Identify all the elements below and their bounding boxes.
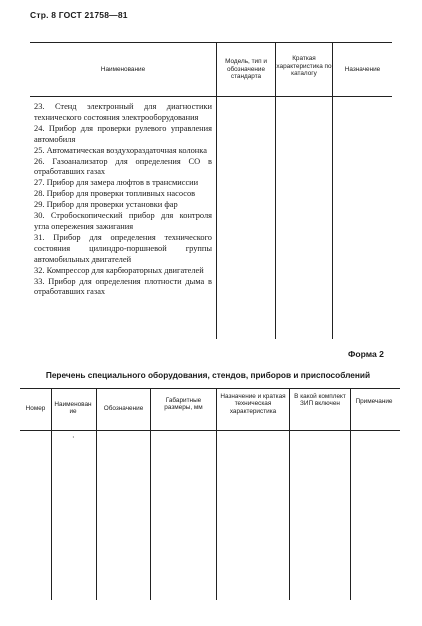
col-header-purpose-spec: Назначение и краткая техническая характеристика	[220, 393, 286, 415]
list-item: 28. Прибор для проверки топливных насосов	[34, 189, 196, 199]
table2-col-divider	[216, 388, 217, 600]
form-label: Форма 2	[348, 349, 384, 359]
col-header-zip-set: В какой комплект ЗИП включен	[294, 393, 346, 408]
col-header-name: Наименование	[100, 66, 146, 73]
dot-mark: ·	[72, 433, 75, 442]
list-item: 26. Газоанализатор для определения СО в отработавших газах	[34, 156, 212, 177]
list-item: 24. Прибор для проверки рулевого управления автомобиля	[34, 123, 212, 144]
table1-header-rule	[30, 96, 392, 97]
list-item: 32. Компрессор для карбюраторных двигателей	[34, 265, 204, 275]
list-item: 33. Прибор для определения плотности дыма в отработавших газах	[34, 276, 212, 297]
table1-col-divider	[275, 42, 276, 339]
list-item: 25. Автоматическая воздухораздаточная колонка	[34, 145, 207, 155]
page-header: Стр. 8 ГОСТ 21758—81	[30, 10, 128, 20]
table2-top-rule	[20, 388, 400, 389]
equipment-list	[34, 102, 212, 298]
table2-col-divider	[150, 388, 151, 600]
table2-col-divider	[96, 388, 97, 600]
col-header-characteristic: Краткая характеристика по каталогу	[276, 55, 332, 77]
table2-col-divider	[350, 388, 351, 600]
col-header-dimensions: Габаритные размеры, мм	[164, 397, 203, 412]
col-header-purpose: Назначение	[344, 66, 381, 73]
list-item: 31. Прибор для определения технического состояния цилиндро-поршневой группы автомобильных двигателей	[34, 232, 212, 264]
table2-header-rule	[20, 430, 400, 431]
col-header-note: Примечание	[355, 398, 393, 405]
table2-col-divider	[51, 388, 52, 600]
col-header-designation: Обозначение	[103, 405, 144, 412]
list-item: 23. Стенд электронный для диагностики технического состояния электрооборудования	[34, 102, 212, 122]
col-header-title: Наименование	[54, 401, 92, 416]
table2-col-divider	[289, 388, 290, 600]
table1-col-divider	[216, 42, 217, 339]
list-item: 29. Прибор для проверки установки фар	[34, 200, 178, 210]
col-header-model: Модель, тип и обозначение стандарта	[225, 58, 267, 80]
form-title: Перечень специального оборудования, стендов, приборов и приспособлений	[45, 370, 371, 380]
table1-top-rule	[30, 42, 392, 43]
list-item: 30. Стробоскопический прибор для контроля угла опережения зажигания	[34, 211, 212, 231]
col-header-number: Номер	[25, 405, 46, 412]
list-item: 27. Прибор для замера люфтов в трансмиссии	[34, 178, 199, 188]
table1-col-divider	[332, 42, 333, 339]
